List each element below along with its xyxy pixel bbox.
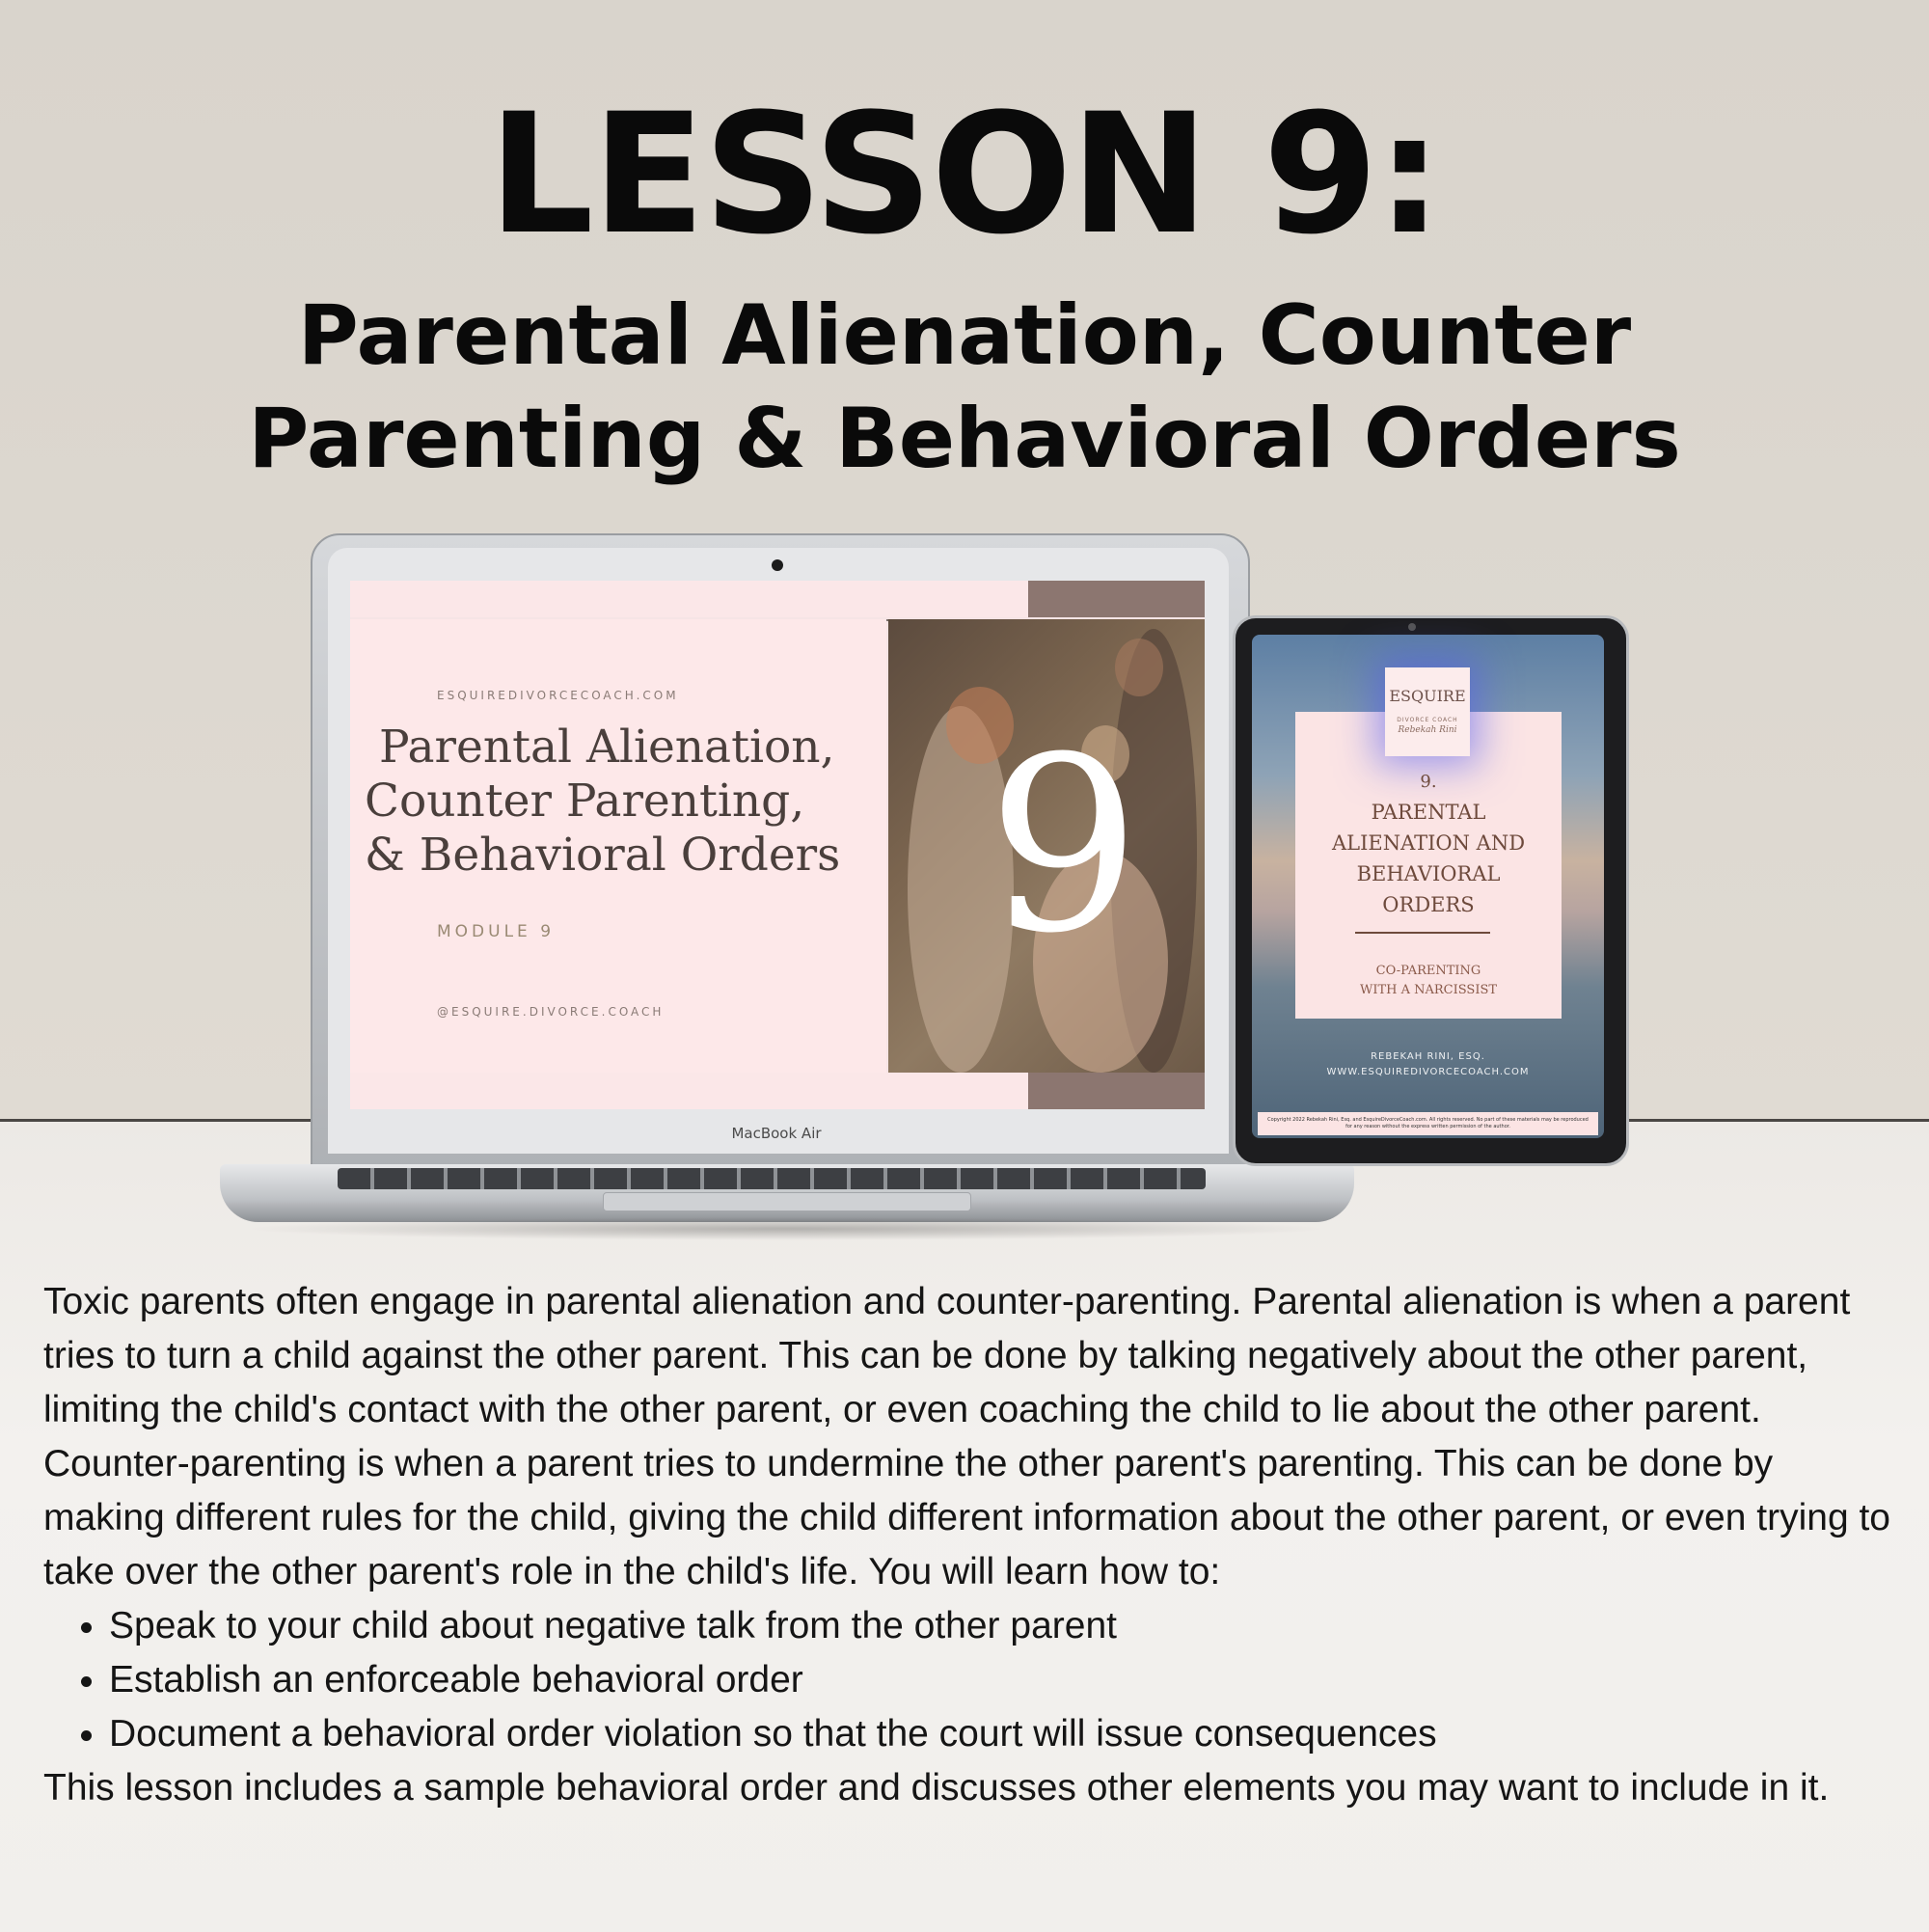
tablet-cover-title — [1295, 797, 1562, 920]
description-intro: Toxic parents often engage in parental alienation and counter-parenting. Parental alienation is when a parent tries to turn a child against the other parent. This can be done by talking negatively about the other parent, limiting the child's contact with the other parent, or even coaching the child to lie about the other parent. Counter-parenting is when a parent tries to undermine the other parent's parenting. This can be done by making different rules for the child, giving the child different information about the other parent, or even trying to take over the other parent's role in the child's life. You will learn how to: — [43, 1281, 1890, 1592]
tablet-title-line: ORDERS — [1382, 893, 1475, 916]
tablet-subtitle-line: WITH A NARCISSIST — [1359, 983, 1498, 997]
list-item: • Speak to your child about negative talk from the other parent — [109, 1599, 1895, 1653]
laptop-keyboard — [338, 1168, 1206, 1189]
screen-top-accent — [1028, 581, 1205, 617]
tablet-copyright: Copyright 2022 Rebekah Rini, Esq. and EsquireDivorceCoach.com. All rights reserved. No part of these materials may be reproduced for any reason without the express written permission of the author. — [1267, 1117, 1589, 1129]
logo-subtitle: DIVORCE COACH — [1397, 717, 1458, 723]
screen-bottom-accent — [1028, 1073, 1205, 1109]
logo-name: ESQUIRE — [1389, 687, 1466, 705]
lesson-title-line-1: Parental Alienation, Counter — [297, 287, 1632, 384]
screen-title — [365, 721, 885, 883]
tablet-cover-subtitle — [1295, 962, 1562, 1000]
laptop-brand-label: MacBook Air — [731, 1125, 822, 1142]
lesson-description — [43, 1275, 1895, 1815]
logo-signature: Rebekah Rini — [1398, 725, 1457, 735]
laptop-screen — [350, 581, 1205, 1109]
laptop-camera — [772, 559, 783, 571]
tablet-title-line: BEHAVIORAL — [1356, 862, 1501, 885]
screen-social-handle: @ESQUIRE.DIVORCE.COACH — [437, 1005, 665, 1019]
list-item: • Document a behavioral order violation so that the court will issue consequences — [109, 1707, 1895, 1761]
description-outro: This lesson includes a sample behavioral order and discusses other elements you may want to include in it. — [43, 1767, 1830, 1809]
tablet-title-line: ALIENATION AND — [1331, 831, 1526, 855]
screen-title-line: Parental Alienation, — [379, 721, 835, 774]
screen-title-line: Counter Parenting, — [365, 775, 805, 828]
screen-title-line: & Behavioral Orders — [365, 829, 841, 882]
tablet-cover-rule — [1355, 932, 1490, 934]
tablet-author: REBEKAH RINI, ESQ. — [1371, 1051, 1485, 1062]
screen-big-number: 9 — [987, 705, 1141, 986]
lesson-heading: LESSON 9: — [488, 77, 1441, 271]
tablet-subtitle-line: CO-PARENTING — [1375, 964, 1481, 978]
tablet-camera — [1408, 623, 1416, 631]
tablet-cover-number: 9. — [1420, 772, 1437, 792]
esquire-logo — [1385, 667, 1470, 756]
lesson-title-line-2: Parenting & Behavioral Orders — [248, 391, 1681, 487]
screen-site-url: ESQUIREDIVORCECOACH.COM — [437, 689, 679, 702]
tablet-title-line: PARENTAL — [1371, 801, 1486, 824]
list-item: • Establish an enforceable behavioral order — [109, 1653, 1895, 1707]
laptop-shadow — [241, 1217, 1331, 1240]
learning-objectives-list — [43, 1599, 1895, 1761]
tablet-author-block — [1252, 1049, 1604, 1080]
laptop-trackpad — [603, 1192, 971, 1211]
tablet-website: WWW.ESQUIREDIVORCECOACH.COM — [1326, 1067, 1530, 1077]
screen-module-label: MODULE 9 — [437, 922, 556, 941]
